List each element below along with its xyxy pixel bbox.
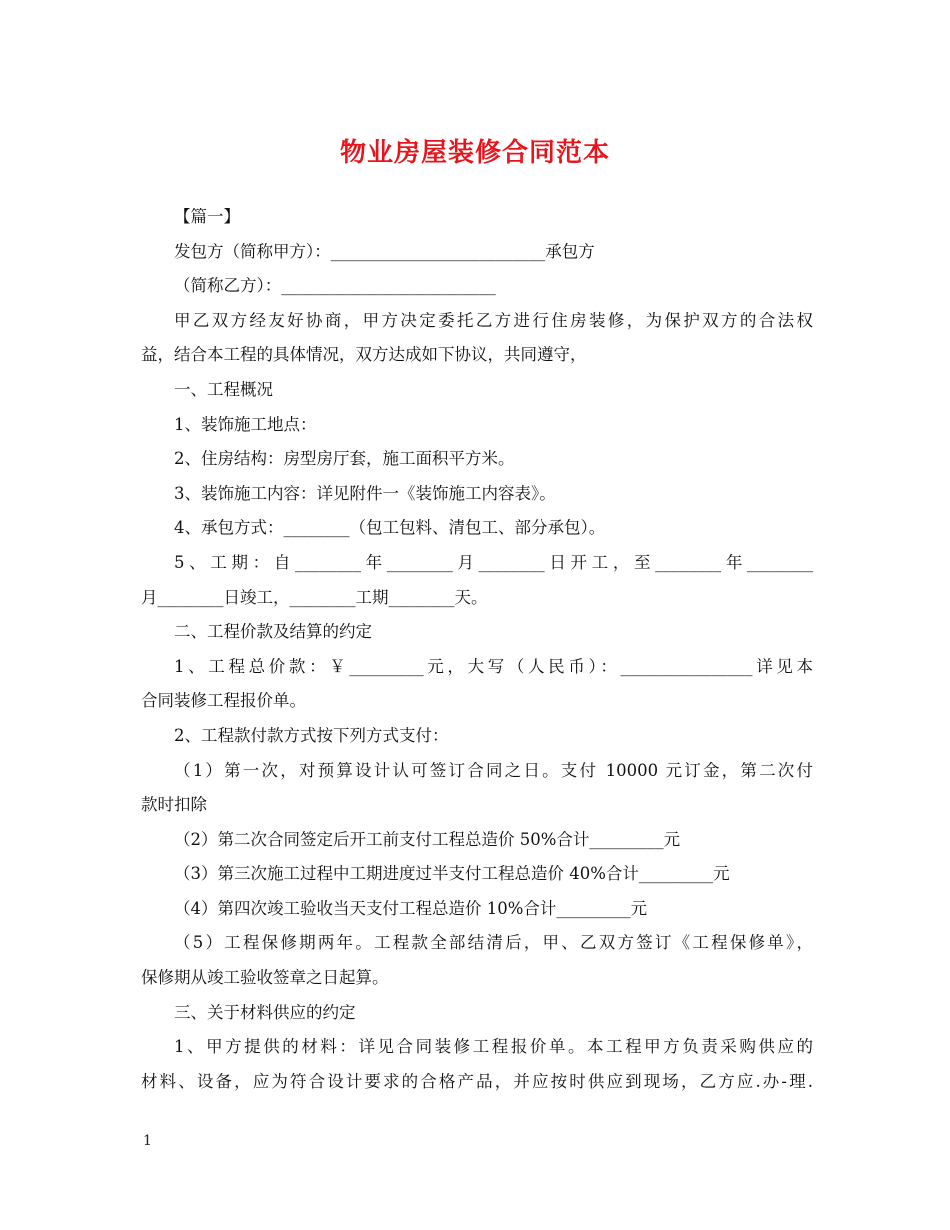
paragraph-line: （简称乙方）：__________________________ <box>174 276 496 296</box>
paragraph-line: 2、工程款付款方式按下列方式支付： <box>174 725 449 745</box>
paragraph-line: （4）第四次竣工验收当天支付工程总造价 10%合计_________元 <box>174 898 648 918</box>
paragraph-line: 5、工期：自________年________月________日开工，至________年________ <box>174 552 813 572</box>
paragraph-line: 3、装饰施工内容：详见附件一《装饰施工内容表》。 <box>174 483 556 503</box>
paragraph-line: 月________日竣工，________工期________天。 <box>141 587 488 607</box>
paragraph-line: 4、承包方式：________（包工包料、清包工、部分承包）。 <box>174 518 606 538</box>
paragraph-line: 1、甲方提供的材料：详见合同装修工程报价单。本工程甲方负责采购供应的 <box>174 1037 813 1057</box>
paragraph-line: 1、工程总价款：￥_________元，大写（人民币）：________________详见本 <box>174 656 813 676</box>
paragraph-line: 2、住房结构：房型房厅套，施工面积平方米。 <box>174 449 515 469</box>
paragraph-line: 保修期从竣工验收签章之日起算。 <box>141 968 389 988</box>
page-number: 1 <box>143 1133 152 1149</box>
paragraph-line: 益，结合本工程的具体情况，双方达成如下协议，共同遵守， <box>141 345 587 365</box>
paragraph-line: 合同装修工程报价单。 <box>141 691 306 711</box>
paragraph-line: 【篇一】 <box>174 207 240 226</box>
paragraph-line: 款时扣除 <box>141 795 207 815</box>
paragraph-line: 1、装饰施工地点： <box>174 414 317 434</box>
paragraph-line: 二、工程价款及结算的约定 <box>174 622 372 642</box>
paragraph-line: （1）第一次，对预算设计认可签订合同之日。支付 10000 元订金，第二次付 <box>174 760 813 780</box>
paragraph-line: 材料、设备，应为符合设计要求的合格产品，并应按时供应到现场，乙方应.办-理. <box>141 1071 813 1091</box>
paragraph-line: 发包方（简称甲方）：__________________________承包方 <box>174 241 595 261</box>
document-body <box>141 200 813 1099</box>
paragraph-line: 甲乙双方经友好协商，甲方决定委托乙方进行住房装修，为保护双方的合法权 <box>174 310 813 330</box>
paragraph-line: （2）第二次合同签定后开工前支付工程总造价 50%合计_________元 <box>174 829 681 849</box>
paragraph-line: （5）工程保修期两年。工程款全部结清后，甲、乙双方签订《工程保修单》， <box>174 933 813 953</box>
document-title: 物业房屋装修合同范本 <box>339 138 610 168</box>
paragraph-line: 三、关于材料供应的约定 <box>174 1002 356 1022</box>
paragraph-line: （3）第三次施工过程中工期进度过半支付工程总造价 40%合计_________元 <box>174 864 730 884</box>
paragraph-line: 一、工程概况 <box>174 379 273 399</box>
